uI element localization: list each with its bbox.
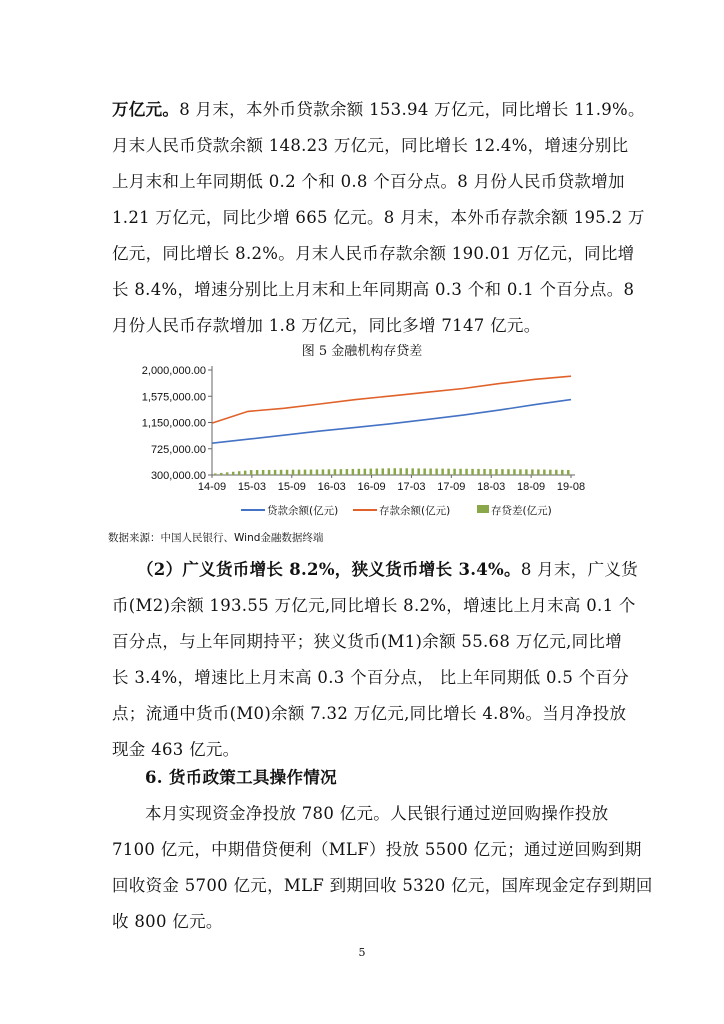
bar-1-4 xyxy=(274,470,277,475)
section2-line4: 长 3.4%，增速比上月末高 0.3 个百分点， 比上年同期低 0.5 个百分 xyxy=(112,668,630,687)
x-tick-label: 14-09 xyxy=(197,481,227,493)
bar-0-2 xyxy=(226,472,229,475)
para1-line1-text: 8 月末，本外币贷款余额 153.94 万亿元，同比增长 11.9%。 xyxy=(179,100,645,119)
series-line-0 xyxy=(212,400,571,444)
x-tick-label: 16-09 xyxy=(357,481,386,493)
bar-9-5 xyxy=(567,470,570,475)
bar-3-2 xyxy=(334,469,337,475)
para1-line1 xyxy=(112,96,645,120)
para1-line3: 上月末和上年同期低 0.2 个和 0.8 个百分点。8 月份人民币贷款增加 xyxy=(112,172,625,191)
bar-3-3 xyxy=(340,469,343,475)
bar-8-1 xyxy=(507,469,510,475)
bar-5-4 xyxy=(417,468,420,475)
bar-6-3 xyxy=(447,469,450,475)
bar-9-2 xyxy=(549,470,552,475)
bar-2-2 xyxy=(298,470,301,475)
bar-2-5 xyxy=(316,469,319,475)
bar-3-0 xyxy=(322,469,325,475)
legend-label-1: 存款余额(亿元) xyxy=(379,505,451,517)
bar-9-0 xyxy=(537,469,540,475)
x-tick-label: 18-09 xyxy=(517,481,546,493)
bar-8-3 xyxy=(519,469,522,475)
x-tick-label: 15-09 xyxy=(277,481,306,493)
section6-heading: 6. 货币政策工具操作情况 xyxy=(145,768,337,787)
bar-1-5 xyxy=(280,470,283,475)
bar-7-1 xyxy=(471,469,474,475)
x-tick-label: 16-03 xyxy=(317,481,346,493)
bar-8-2 xyxy=(513,469,516,475)
bar-5-0 xyxy=(394,468,397,475)
bar-4-1 xyxy=(364,469,367,475)
bar-3-5 xyxy=(352,469,355,475)
deposit-loan-chart xyxy=(108,358,608,523)
bar-6-1 xyxy=(435,469,438,475)
section2-line5: 点；流通中货币(M0)余额 7.32 万亿元,同比增长 4.8%。当月净投放 xyxy=(112,704,627,723)
page-number: 5 xyxy=(358,946,366,959)
bar-1-3 xyxy=(268,470,271,475)
bar-2-4 xyxy=(310,470,313,475)
legend-label-0: 贷款余额(亿元) xyxy=(267,505,339,517)
bar-4-5 xyxy=(388,468,391,475)
para1-line5: 亿元，同比增长 8.2%。月末人民币存款余额 190.01 万亿元，同比增 xyxy=(112,244,635,263)
y-tick-label: 1,150,000.00 xyxy=(141,417,206,430)
bar-3-1 xyxy=(328,469,331,475)
bar-2-1 xyxy=(292,470,295,475)
bar-0-5 xyxy=(244,471,247,475)
bar-2-3 xyxy=(304,470,307,475)
bar-5-3 xyxy=(411,468,414,475)
bar-8-4 xyxy=(525,469,528,475)
bar-6-4 xyxy=(453,469,456,475)
x-tick-label: 19-08 xyxy=(556,481,586,493)
x-tick-label: 18-03 xyxy=(477,481,506,493)
bar-1-2 xyxy=(262,470,265,475)
section6-line1: 本月实现资金净投放 780 亿元。人民银行通过逆回购操作投放 xyxy=(145,804,609,823)
bar-0-1 xyxy=(220,473,223,475)
bar-7-5 xyxy=(495,469,498,475)
section2-bold-lead: （2）广义货币增长 8.2%，狭义货币增长 3.4%。 xyxy=(137,560,521,579)
bar-6-2 xyxy=(441,469,444,475)
x-tick-label: 17-09 xyxy=(437,481,466,493)
bar-2-0 xyxy=(286,470,289,475)
section2-line1-text: 8 月末，广义货 xyxy=(520,560,638,579)
section2-line1 xyxy=(137,556,638,580)
bar-1-0 xyxy=(250,470,253,475)
y-tick-label: 300,000.00 xyxy=(150,470,206,482)
bar-7-3 xyxy=(483,469,486,475)
bar-9-3 xyxy=(555,470,558,475)
legend-swatch-2 xyxy=(477,505,489,513)
figure-caption: 图 5 金融机构存贷差 xyxy=(301,344,423,359)
section6-line4: 收 800 亿元。 xyxy=(112,912,223,931)
x-tick-label: 15-03 xyxy=(237,481,266,493)
bar-4-4 xyxy=(382,468,385,475)
bar-1-1 xyxy=(256,470,259,475)
section6-line3: 回收资金 5700 亿元，MLF 到期回收 5320 亿元，国库现金定存到期回 xyxy=(112,876,653,895)
section6-line2: 7100 亿元，中期借贷便利（MLF）投放 5500 亿元；通过逆回购到期 xyxy=(112,840,642,859)
para1-line2: 月末人民币贷款余额 148.23 万亿元，同比增长 12.4%，增速分别比 xyxy=(112,136,629,155)
section2-line2: 币(M2)余额 193.55 万亿元,同比增长 8.2%，增速比上月末高 0.1 个 xyxy=(112,596,636,615)
section2-line3: 百分点，与上年同期持平；狭义货币(M1)余额 55.68 万亿元,同比增 xyxy=(112,632,623,651)
bar-7-0 xyxy=(465,469,468,475)
bar-4-0 xyxy=(358,469,361,475)
section2-line6: 现金 463 亿元。 xyxy=(112,740,240,759)
bar-6-5 xyxy=(459,469,462,475)
bar-7-2 xyxy=(477,469,480,475)
figure-source: 数据来源：中国人民银行、Wind金融数据终端 xyxy=(108,532,324,544)
y-tick-label: 1,575,000.00 xyxy=(141,391,206,404)
bar-0-3 xyxy=(232,472,235,475)
bar-3-4 xyxy=(346,469,349,475)
y-tick-label: 2,000,000.00 xyxy=(141,365,206,377)
bar-0-0 xyxy=(214,473,217,475)
bar-9-1 xyxy=(543,470,546,475)
bar-8-0 xyxy=(501,469,504,475)
bar-4-3 xyxy=(376,469,379,475)
x-tick-label: 17-03 xyxy=(397,481,426,493)
para1-line7: 月份人民币存款增加 1.8 万亿元，同比多增 7147 亿元。 xyxy=(112,316,541,335)
series-line-1 xyxy=(212,376,571,423)
para1-line4: 1.21 万亿元，同比少增 665 亿元。8 月末，本外币存款余额 195.2 万 xyxy=(112,208,645,227)
bar-5-1 xyxy=(399,468,402,475)
legend-label-2: 存贷差(亿元) xyxy=(491,505,552,517)
y-tick-label: 725,000.00 xyxy=(150,443,206,456)
bar-0-4 xyxy=(238,471,241,475)
bar-5-2 xyxy=(405,468,408,475)
bar-8-5 xyxy=(531,469,534,475)
bar-4-2 xyxy=(370,469,373,475)
bar-6-0 xyxy=(429,469,432,475)
bar-9-4 xyxy=(561,470,564,475)
bar-5-5 xyxy=(423,468,426,475)
para1-bold-lead: 万亿元。 xyxy=(112,100,180,119)
para1-line6: 长 8.4%，增速分别比上月末和上年同期高 0.3 个和 0.1 个百分点。8 xyxy=(112,280,635,299)
bar-7-4 xyxy=(489,469,492,475)
